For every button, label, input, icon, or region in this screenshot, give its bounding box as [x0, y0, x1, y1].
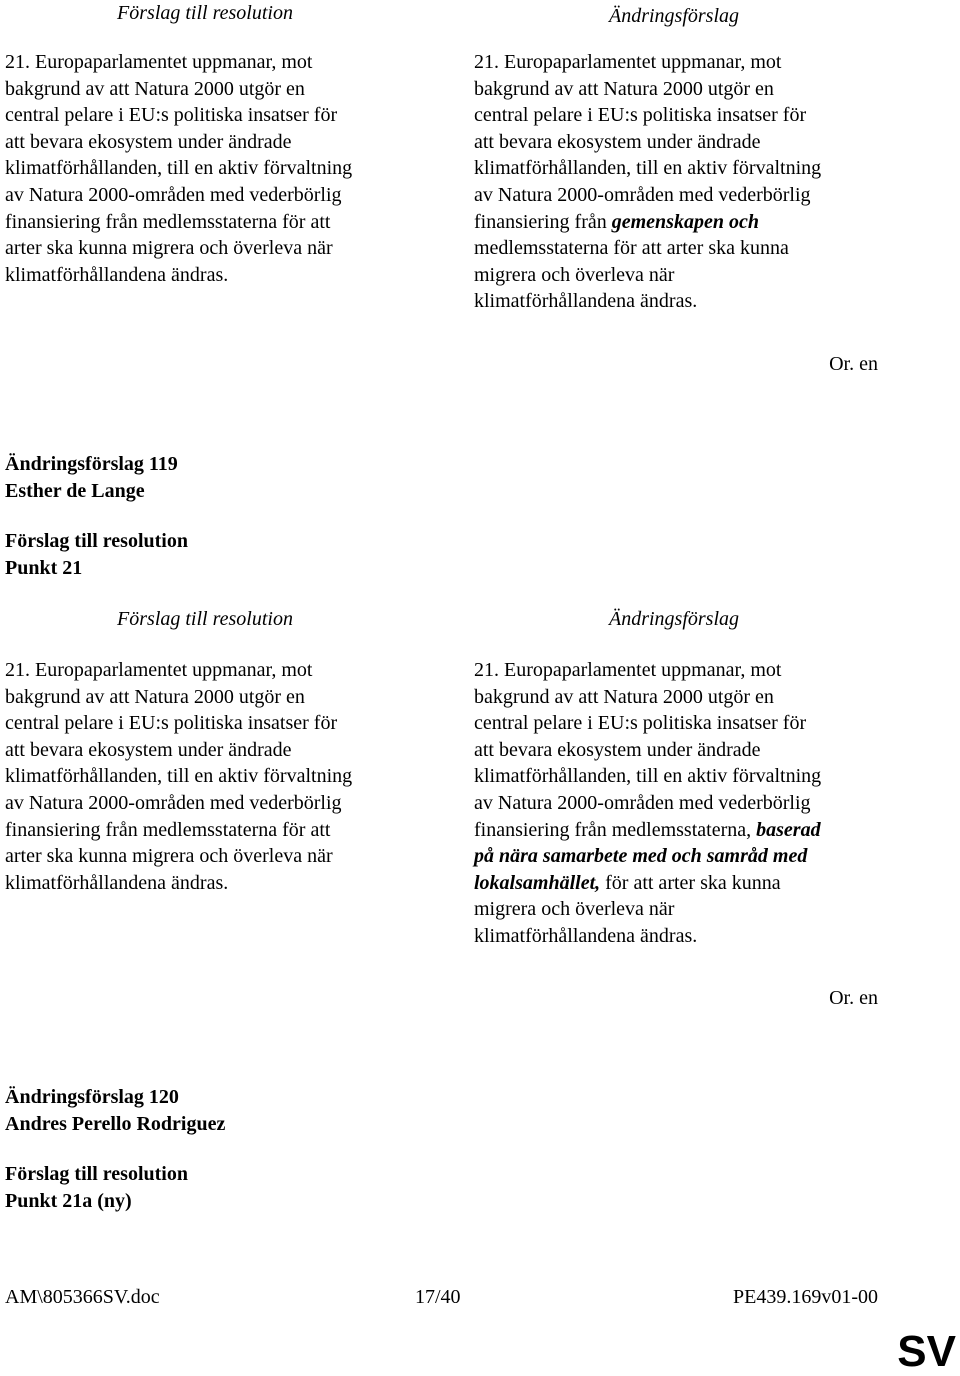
amendment-author: Esther de Lange: [5, 480, 145, 502]
original-text: 21. Europaparlamentet uppmanar, mot bakgrund av att Natura 2000 utgör en central pelare i EU:s politiska insatser för att bevara ekosystem under ändrade klimatförhållanden, till en aktiv förvaltning av Natura 2000-områden med vederbörlig finansiering från medlemsstaterna för att arter ska kunna migrera och överleva när klimatförhållandena ändras.: [5, 51, 353, 286]
original-language: Or. en: [829, 987, 878, 1009]
left-column-heading: Förslag till resolution: [117, 2, 293, 24]
right-column-heading: Ändringsförslag: [608, 608, 740, 630]
amended-text: [474, 49, 914, 315]
page-number: 17/40: [415, 1286, 461, 1308]
amendment-section: Förslag till resolution: [5, 1163, 188, 1185]
amended-text-part: medlemsstaterna för att arter ska kunna migrera och överleva när klimatförhållandena ändras.: [474, 237, 789, 313]
amendment-author: Andres Perello Rodriguez: [5, 1113, 226, 1135]
document-reference: AM\805366SV.doc: [5, 1286, 160, 1308]
amended-text-part: 21. Europaparlamentet uppmanar, mot bakgrund av att Natura 2000 utgör en central pelare i EU:s politiska insatser för att bevara ekosystem under ändrade klimatförhållanden, till en aktiv förvaltning av Natura 2000-områden med vederbörlig finansiering från medlemsstaterna,: [474, 659, 822, 841]
amended-text: [474, 657, 914, 950]
original-language: Or. en: [829, 353, 878, 375]
amended-text-change: gemenskapen och: [611, 210, 759, 233]
right-column-heading: Ändringsförslag: [608, 5, 740, 27]
amended-text-part: för att arter ska kunna migrera och överleva när klimatförhållandena ändras.: [474, 871, 781, 947]
amended-text-part: 21. Europaparlamentet uppmanar, mot bakgrund av att Natura 2000 utgör en central pelare i EU:s politiska insatser för att bevara ekosystem under ändrade klimatförhållanden, till en aktiv förvaltning av Natura 2000-områden med vederbörlig finansiering från: [474, 51, 822, 233]
amendment-point: Punkt 21a (ny): [5, 1190, 132, 1212]
amendment-number: Ändringsförslag 119: [5, 453, 178, 475]
amendment-section: Förslag till resolution: [5, 530, 188, 552]
amended-text-change: baserad på nära samarbete med och samråd med lokalsamhället,: [474, 818, 821, 894]
pe-reference: PE439.169v01-00: [733, 1286, 878, 1308]
language-code: SV: [897, 1327, 956, 1376]
amendment-number: Ändringsförslag 120: [5, 1086, 179, 1108]
original-text: 21. Europaparlamentet uppmanar, mot bakgrund av att Natura 2000 utgör en central pelare i EU:s politiska insatser för att bevara ekosystem under ändrade klimatförhållanden, till en aktiv förvaltning av Natura 2000-områden med vederbörlig finansiering från medlemsstaterna för att arter ska kunna migrera och överleva när klimatförhållandena ändras.: [5, 659, 353, 894]
amendment-point: Punkt 21: [5, 557, 83, 579]
left-column-heading: Förslag till resolution: [117, 608, 293, 630]
